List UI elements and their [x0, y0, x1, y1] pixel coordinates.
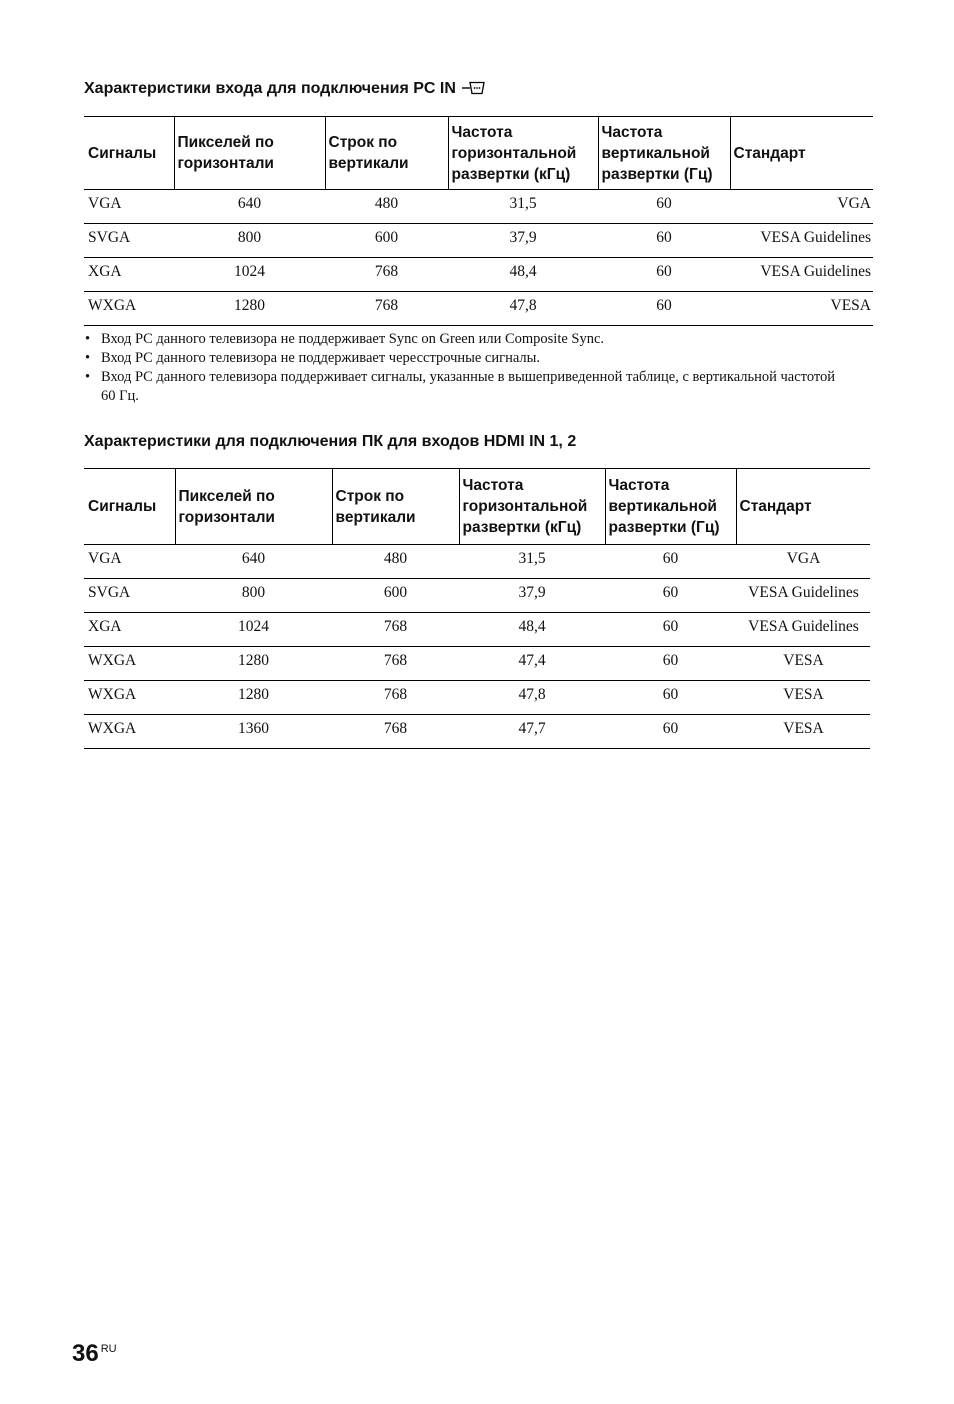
- cell-v-lines: 768: [325, 292, 448, 326]
- cell-v-freq: 60: [605, 545, 736, 579]
- header-vertical-lines: Строк по вертикали: [332, 469, 459, 545]
- cell-signal: WXGA: [84, 715, 175, 749]
- cell-standard: VESA: [736, 681, 870, 715]
- hdmi-in-signal-table: [84, 468, 870, 749]
- cell-h-pixels: 1280: [175, 647, 332, 681]
- cell-signal: WXGA: [84, 681, 175, 715]
- section-title-pc-in-text: Характеристики входа для подключения PC IN: [84, 80, 456, 97]
- cell-v-freq: 60: [605, 647, 736, 681]
- cell-h-pixels: 1024: [174, 258, 325, 292]
- table-row: [84, 190, 873, 224]
- cell-v-lines: 768: [325, 258, 448, 292]
- table-row: [84, 292, 873, 326]
- cell-standard: VGA: [736, 545, 870, 579]
- table-row: [84, 715, 870, 749]
- cell-v-freq: 60: [605, 715, 736, 749]
- cell-h-pixels: 640: [175, 545, 332, 579]
- header-vertical-frequency: Частота вертикальной развертки (Гц): [605, 469, 736, 545]
- cell-h-pixels: 1280: [174, 292, 325, 326]
- cell-standard: VESA Guidelines: [736, 579, 870, 613]
- cell-h-freq: 31,5: [459, 545, 605, 579]
- table-row: [84, 647, 870, 681]
- cell-standard: VESA: [736, 647, 870, 681]
- cell-h-freq: 31,5: [448, 190, 598, 224]
- page-number: 36: [72, 1340, 99, 1367]
- table-header-row: [84, 469, 870, 545]
- cell-v-freq: 60: [598, 190, 730, 224]
- cell-h-pixels: 1024: [175, 613, 332, 647]
- cell-v-lines: 600: [325, 224, 448, 258]
- cell-standard: VESA Guidelines: [736, 613, 870, 647]
- note-item: • Вход PC данного телевизора поддерживает сигналы, указанные в вышеприведенной таблице, с вертикальной частотой 60 Гц.: [84, 368, 844, 406]
- pc-input-icon: [462, 80, 486, 101]
- cell-v-lines: 480: [325, 190, 448, 224]
- cell-v-lines: 480: [332, 545, 459, 579]
- table-row: [84, 681, 870, 715]
- cell-h-pixels: 1280: [175, 681, 332, 715]
- section-title-pc-in: [84, 80, 486, 101]
- cell-standard: VESA Guidelines: [730, 258, 873, 292]
- cell-h-freq: 47,8: [459, 681, 605, 715]
- cell-h-pixels: 640: [174, 190, 325, 224]
- header-horizontal-pixels: Пикселей по горизонтали: [175, 469, 332, 545]
- cell-standard: VESA Guidelines: [730, 224, 873, 258]
- cell-h-freq: 48,4: [448, 258, 598, 292]
- cell-h-freq: 47,4: [459, 647, 605, 681]
- cell-v-lines: 768: [332, 647, 459, 681]
- section-title-hdmi-in: Характеристики для подключения ПК для входов HDMI IN 1, 2: [84, 433, 577, 450]
- cell-v-freq: 60: [598, 224, 730, 258]
- header-standard: Стандарт: [730, 117, 873, 190]
- cell-signal: XGA: [84, 613, 175, 647]
- cell-signal: WXGA: [84, 292, 174, 326]
- header-vertical-frequency: Частота вертикальной развертки (Гц): [598, 117, 730, 190]
- table-header-row: [84, 117, 873, 190]
- note-item: • Вход PC данного телевизора не поддерживает Sync on Green или Composite Sync.: [84, 330, 844, 349]
- header-horizontal-frequency: Частота горизонтальной развертки (кГц): [448, 117, 598, 190]
- cell-h-freq: 47,8: [448, 292, 598, 326]
- language-code: RU: [100, 1343, 117, 1355]
- header-standard: Стандарт: [736, 469, 870, 545]
- cell-h-freq: 37,9: [448, 224, 598, 258]
- header-horizontal-frequency: Частота горизонтальной развертки (кГц): [459, 469, 605, 545]
- cell-h-freq: 47,7: [459, 715, 605, 749]
- cell-signal: VGA: [84, 190, 174, 224]
- cell-v-freq: 60: [605, 681, 736, 715]
- header-signals: Сигналы: [84, 469, 175, 545]
- cell-standard: VGA: [730, 190, 873, 224]
- header-vertical-lines: Строк по вертикали: [325, 117, 448, 190]
- table-row: [84, 613, 870, 647]
- cell-v-freq: 60: [598, 292, 730, 326]
- table-row: [84, 579, 870, 613]
- cell-v-freq: 60: [605, 613, 736, 647]
- cell-h-freq: 48,4: [459, 613, 605, 647]
- cell-signal: VGA: [84, 545, 175, 579]
- notes-list: [84, 330, 844, 406]
- header-signals: Сигналы: [84, 117, 174, 190]
- cell-h-pixels: 800: [174, 224, 325, 258]
- cell-h-pixels: 1360: [175, 715, 332, 749]
- cell-v-lines: 768: [332, 613, 459, 647]
- cell-signal: WXGA: [84, 647, 175, 681]
- note-item: • Вход PC данного телевизора не поддерживает чересстрочные сигналы.: [84, 349, 844, 368]
- header-horizontal-pixels: Пикселей по горизонтали: [174, 117, 325, 190]
- cell-v-lines: 768: [332, 681, 459, 715]
- cell-h-pixels: 800: [175, 579, 332, 613]
- cell-v-freq: 60: [605, 579, 736, 613]
- cell-v-lines: 600: [332, 579, 459, 613]
- page-footer: [72, 1340, 117, 1368]
- table-row: [84, 545, 870, 579]
- table-row: [84, 258, 873, 292]
- cell-signal: SVGA: [84, 224, 174, 258]
- cell-signal: SVGA: [84, 579, 175, 613]
- cell-h-freq: 37,9: [459, 579, 605, 613]
- cell-signal: XGA: [84, 258, 174, 292]
- cell-v-freq: 60: [598, 258, 730, 292]
- cell-v-lines: 768: [332, 715, 459, 749]
- pc-in-signal-table: [84, 116, 873, 326]
- cell-standard: VESA: [730, 292, 873, 326]
- cell-standard: VESA: [736, 715, 870, 749]
- table-row: [84, 224, 873, 258]
